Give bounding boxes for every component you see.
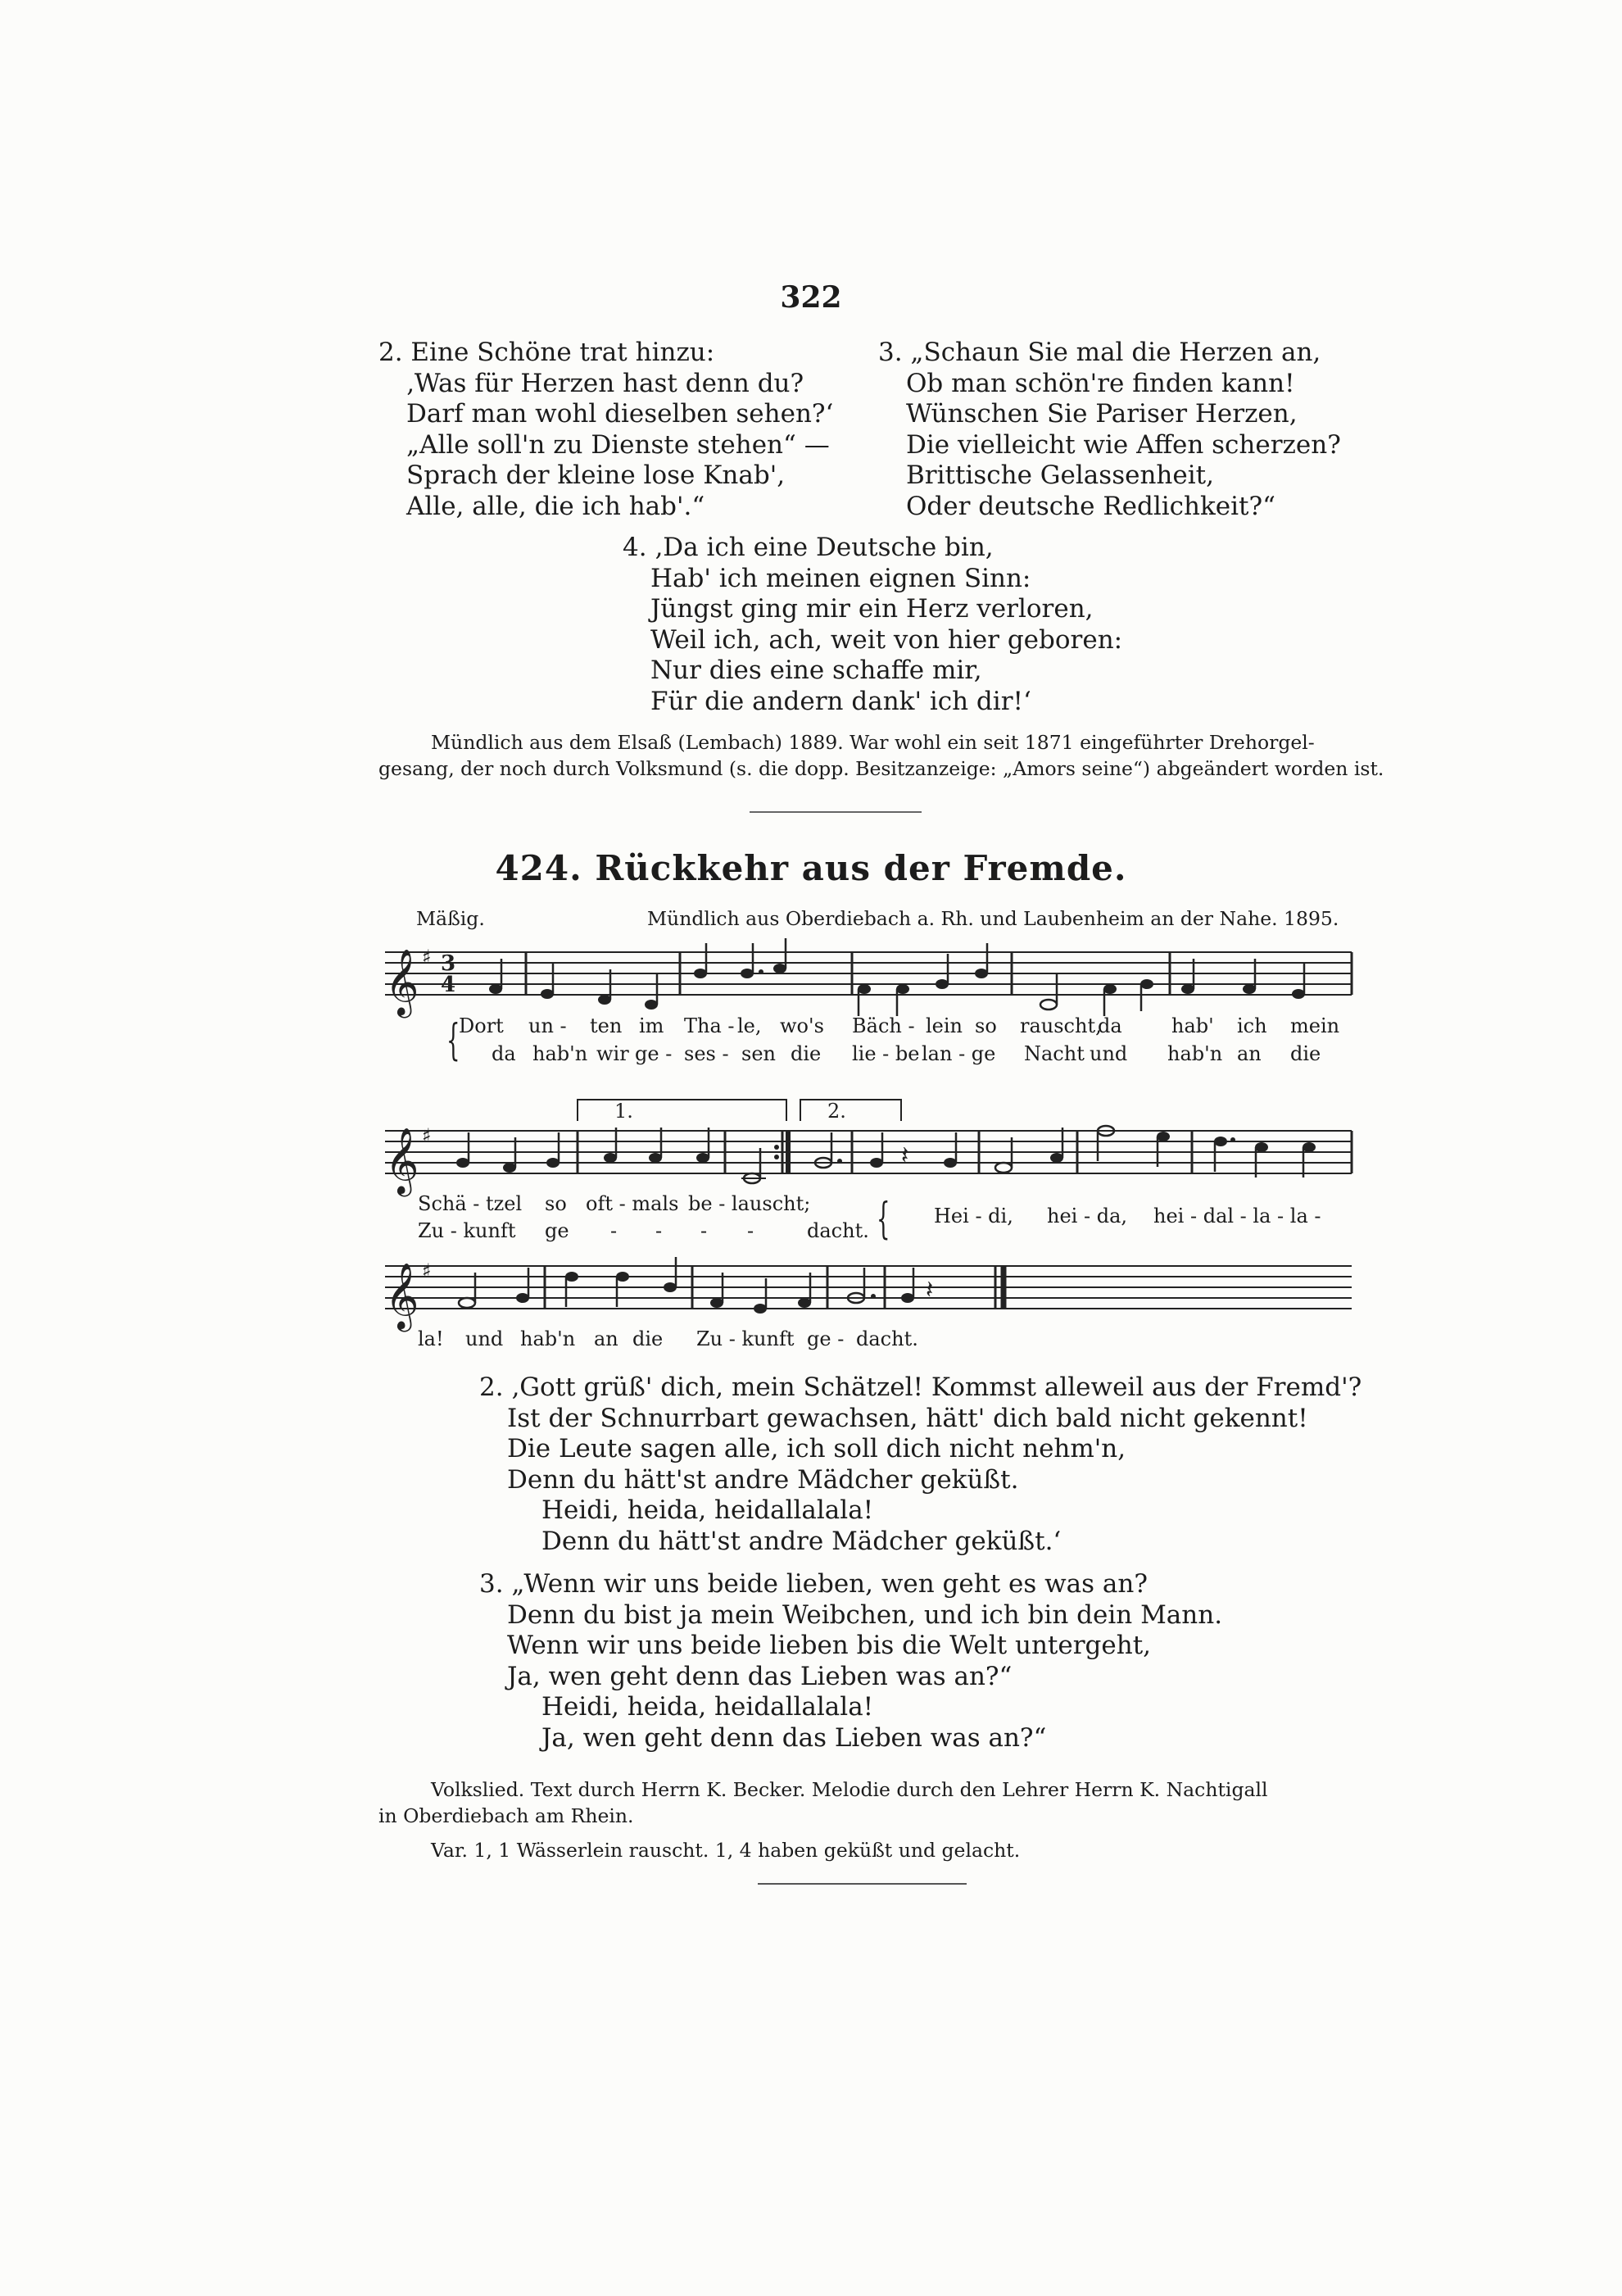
lyric-syllable: dacht. bbox=[807, 1219, 869, 1242]
lyrics-staff-3 bbox=[0, 1327, 1622, 1354]
lyric-syllable: hab'n bbox=[532, 1042, 588, 1065]
lyric-syllable: lan - ge bbox=[922, 1042, 996, 1065]
verse-line: 3. „Schaun Sie mal die Herzen an, bbox=[878, 338, 1321, 367]
note bbox=[1040, 1000, 1057, 1010]
note bbox=[1255, 1142, 1268, 1152]
lyric-syllable: an bbox=[594, 1327, 618, 1350]
lyric-syllable: Hei - di, bbox=[934, 1205, 1013, 1227]
lyric-syllable: ten bbox=[590, 1014, 623, 1037]
verse-line: Heidi, heida, heidallalala! bbox=[541, 1692, 874, 1722]
note bbox=[649, 1153, 662, 1163]
lyric-syllable: die bbox=[791, 1042, 822, 1065]
lyric-syllable: wo's bbox=[780, 1014, 824, 1037]
lyric-syllable: - bbox=[655, 1219, 663, 1242]
lyric-syllable: so bbox=[545, 1192, 567, 1215]
volta-1-bracket bbox=[578, 1100, 786, 1121]
note bbox=[664, 1282, 677, 1292]
note bbox=[1214, 1137, 1227, 1146]
lyric-syllable: oft - mals bbox=[586, 1192, 679, 1215]
verse-line: 4. ‚Da ich eine Deutsche bin, bbox=[623, 533, 994, 562]
note bbox=[710, 1298, 723, 1308]
lyric-syllable: hab' bbox=[1171, 1014, 1214, 1037]
note bbox=[858, 984, 871, 994]
time-signature-top: 3 bbox=[441, 951, 456, 976]
verse-line: Sprach der kleine lose Knab', bbox=[406, 461, 786, 490]
time-signature-bottom: 4 bbox=[441, 973, 456, 997]
note bbox=[1140, 979, 1153, 989]
lyric-syllable: da bbox=[1098, 1014, 1122, 1037]
lyric-syllable: rauscht, bbox=[1020, 1014, 1102, 1037]
note-line: in Oberdiebach am Rhein. bbox=[378, 1804, 634, 1827]
lyric-syllable: Bäch - bbox=[852, 1014, 915, 1037]
note bbox=[1243, 984, 1256, 994]
verse-line: Ob man schön're finden kann! bbox=[906, 368, 1295, 398]
lyric-syllable: Nacht bbox=[1024, 1042, 1085, 1065]
note bbox=[516, 1293, 529, 1303]
verse-line: Ja, wen geht denn das Lieben was an?“ bbox=[507, 1661, 1013, 1691]
note bbox=[645, 1000, 658, 1010]
note bbox=[503, 1163, 516, 1173]
lyric-syllable: und bbox=[1090, 1042, 1128, 1065]
lyric-syllable: be - lauscht; bbox=[688, 1192, 811, 1215]
lyrics-staff-2c bbox=[0, 1205, 1622, 1231]
notes-staff-2 bbox=[456, 1126, 1352, 1183]
note bbox=[616, 1272, 629, 1282]
note bbox=[773, 964, 786, 973]
verse-line: Brittische Gelassenheit, bbox=[906, 461, 1214, 490]
verse-line: Wünschen Sie Pariser Herzen, bbox=[906, 399, 1298, 429]
verse-line: Heidi, heida, heidallalala! bbox=[541, 1495, 874, 1525]
lyrics-staff-1b bbox=[0, 1042, 1622, 1069]
rest-icon: 𝄽 bbox=[901, 1141, 909, 1170]
note bbox=[936, 979, 949, 989]
note bbox=[489, 984, 502, 994]
volta-2-label: 2. bbox=[827, 1100, 846, 1123]
brace-icon: { bbox=[446, 1016, 460, 1065]
note bbox=[598, 995, 611, 1005]
note bbox=[546, 1158, 560, 1168]
lyric-syllable: Zu - kunft bbox=[696, 1327, 795, 1350]
lyric-syllable: hab'n bbox=[1167, 1042, 1223, 1065]
verse-line: Alle, alle, die ich hab'.“ bbox=[406, 491, 705, 521]
verse-line: Oder deutsche Redlichkeit?“ bbox=[906, 491, 1275, 521]
note bbox=[975, 969, 988, 978]
note-line: gesang, der noch durch Volksmund (s. die dopp. Besitzanzeige: „Amors seine“) abgeändert worden ist. bbox=[378, 757, 1384, 780]
verse-line: Denn du hätt'st andre Mädcher geküßt.‘ bbox=[541, 1526, 1062, 1556]
song-title: 424. Rückkehr aus der Fremde. bbox=[495, 848, 1127, 888]
lyric-syllable: im bbox=[639, 1014, 664, 1037]
lyric-syllable: an bbox=[1237, 1042, 1262, 1065]
variant-note: Var. 1, 1 Wässerlein rauscht. 1, 4 haben geküßt und gelacht. bbox=[431, 1839, 1021, 1862]
verse-2-bottom bbox=[479, 1373, 1361, 1557]
lyric-syllable: lein bbox=[926, 1014, 963, 1037]
lyric-syllable: ge - bbox=[635, 1042, 673, 1065]
lyric-syllable: - bbox=[700, 1219, 708, 1242]
lyric-syllable: da bbox=[492, 1042, 516, 1065]
lyric-syllable: - bbox=[747, 1219, 754, 1242]
lyric-syllable: die bbox=[1290, 1042, 1321, 1065]
lyric-syllable: wir bbox=[596, 1042, 629, 1065]
note bbox=[1103, 984, 1117, 994]
note bbox=[1292, 989, 1305, 999]
note-line: Mündlich aus dem Elsaß (Lembach) 1889. War wohl ein seit 1871 eingeführter Drehorgel- bbox=[431, 731, 1315, 754]
lyric-syllable: Schä - tzel bbox=[418, 1192, 523, 1215]
lyric-syllable: Tha - bbox=[684, 1014, 735, 1037]
lyric-syllable: ses - bbox=[684, 1042, 729, 1065]
lyric-syllable: dacht. bbox=[856, 1327, 918, 1350]
lyric-syllable: hab'n bbox=[520, 1327, 576, 1350]
note bbox=[754, 1304, 767, 1314]
treble-clef-icon: 𝄞 bbox=[385, 948, 419, 1015]
source-note-bottom bbox=[378, 1776, 1268, 1829]
note bbox=[995, 1163, 1012, 1173]
verse-3-bottom bbox=[479, 1569, 1222, 1754]
note bbox=[459, 1298, 475, 1308]
verse-line: 2. Eine Schöne trat hinzu: bbox=[378, 338, 715, 367]
note bbox=[456, 1158, 469, 1168]
note bbox=[694, 969, 707, 978]
note bbox=[1303, 1142, 1316, 1152]
verse-line: Die Leute sagen alle, ich soll dich nicht nehm'n, bbox=[507, 1434, 1126, 1463]
lyric-syllable: - bbox=[610, 1219, 618, 1242]
lyric-syllable: mein bbox=[1290, 1014, 1340, 1037]
staff-3 bbox=[385, 1266, 1352, 1309]
verse-line: ‚Was für Herzen hast denn du? bbox=[406, 368, 804, 398]
note bbox=[944, 1158, 957, 1168]
notes-staff-1 bbox=[489, 938, 1352, 1016]
lyric-syllable: hei - da, bbox=[1047, 1205, 1128, 1227]
lyric-syllable: und bbox=[465, 1327, 504, 1350]
rest-icon: 𝄽 bbox=[926, 1276, 934, 1305]
lyrics-staff-1a bbox=[0, 1014, 1622, 1041]
lyric-syllable: sen bbox=[741, 1042, 776, 1065]
song-source: Mündlich aus Oberdiebach a. Rh. und Laubenheim an der Nahe. 1895. bbox=[647, 907, 1339, 930]
divider bbox=[758, 1883, 967, 1885]
lyric-syllable: hei - dal - la - la - bbox=[1153, 1205, 1321, 1227]
page-number: 322 bbox=[780, 280, 842, 315]
note bbox=[1157, 1132, 1170, 1141]
note bbox=[901, 1293, 914, 1303]
note bbox=[896, 984, 909, 994]
sharp-icon: ♯ bbox=[422, 1259, 432, 1282]
verse-line: „Alle soll'n zu Dienste stehen“ — bbox=[406, 429, 830, 460]
tempo-marking: Mäßig. bbox=[416, 907, 485, 930]
note bbox=[604, 1153, 617, 1163]
volta-2-bracket bbox=[800, 1100, 901, 1121]
sharp-icon: ♯ bbox=[422, 946, 432, 969]
verse-line: Jüngst ging mir ein Herz verloren, bbox=[650, 594, 1094, 624]
lyric-syllable: le, bbox=[737, 1014, 762, 1037]
verse-line: Denn du hätt'st andre Mädcher geküßt. bbox=[507, 1464, 1019, 1495]
lyric-syllable: la! bbox=[418, 1327, 444, 1350]
lyric-syllable: die bbox=[632, 1327, 664, 1350]
verse-line: Nur dies eine schaffe mir, bbox=[650, 656, 982, 685]
lyric-syllable: Dort bbox=[459, 1014, 504, 1037]
lyric-syllable: so bbox=[975, 1014, 997, 1037]
note bbox=[696, 1153, 709, 1163]
verse-line: Die vielleicht wie Affen scherzen? bbox=[906, 429, 1341, 460]
note bbox=[541, 989, 554, 999]
verse-line: 3. „Wenn wir uns beide lieben, wen geht es was an? bbox=[479, 1569, 1148, 1599]
verse-line: Ist der Schnurrbart gewachsen, hätt' dich bald nicht gekennt! bbox=[507, 1403, 1308, 1433]
treble-clef-icon: 𝄞 bbox=[385, 1127, 419, 1194]
verse-line: Hab' ich meinen eignen Sinn: bbox=[650, 563, 1031, 593]
lyric-syllable: ich bbox=[1237, 1014, 1267, 1037]
lyric-syllable: lie - be bbox=[852, 1042, 920, 1065]
verse-line: 2. ‚Gott grüß' dich, mein Schätzel! Kommst alleweil aus der Fremd'? bbox=[479, 1373, 1362, 1402]
note bbox=[870, 1158, 883, 1168]
note-line: Volkslied. Text durch Herrn K. Becker. Melodie durch den Lehrer Herrn K. Nachtigall bbox=[431, 1778, 1268, 1801]
note bbox=[741, 969, 754, 978]
verse-line: Wenn wir uns beide lieben bis die Welt untergeht, bbox=[507, 1631, 1152, 1660]
verse-line: Ja, wen geht denn das Lieben was an?“ bbox=[541, 1722, 1047, 1753]
lyric-syllable: Zu - kunft bbox=[418, 1219, 516, 1242]
verse-line: Denn du bist ja mein Weibchen, und ich bin dein Mann. bbox=[507, 1599, 1223, 1630]
lyric-syllable: ge - bbox=[807, 1327, 845, 1350]
verse-line: Darf man wohl dieselben sehen?‘ bbox=[406, 399, 834, 429]
note bbox=[798, 1298, 811, 1308]
staff-2 bbox=[385, 1131, 1352, 1173]
lyric-syllable: un - bbox=[528, 1014, 567, 1037]
verse-line: Weil ich, ach, weit von hier geboren: bbox=[650, 624, 1123, 655]
sharp-icon: ♯ bbox=[422, 1124, 432, 1147]
note bbox=[1181, 984, 1194, 994]
treble-clef-icon: 𝄞 bbox=[385, 1262, 419, 1329]
note bbox=[565, 1272, 578, 1282]
lyric-syllable: ge bbox=[545, 1219, 569, 1242]
note bbox=[1050, 1153, 1063, 1163]
verse-line: Für die andern dank' ich dir!‘ bbox=[650, 686, 1031, 716]
brace-icon: { bbox=[877, 1195, 890, 1244]
volta-1-label: 1. bbox=[614, 1100, 633, 1123]
